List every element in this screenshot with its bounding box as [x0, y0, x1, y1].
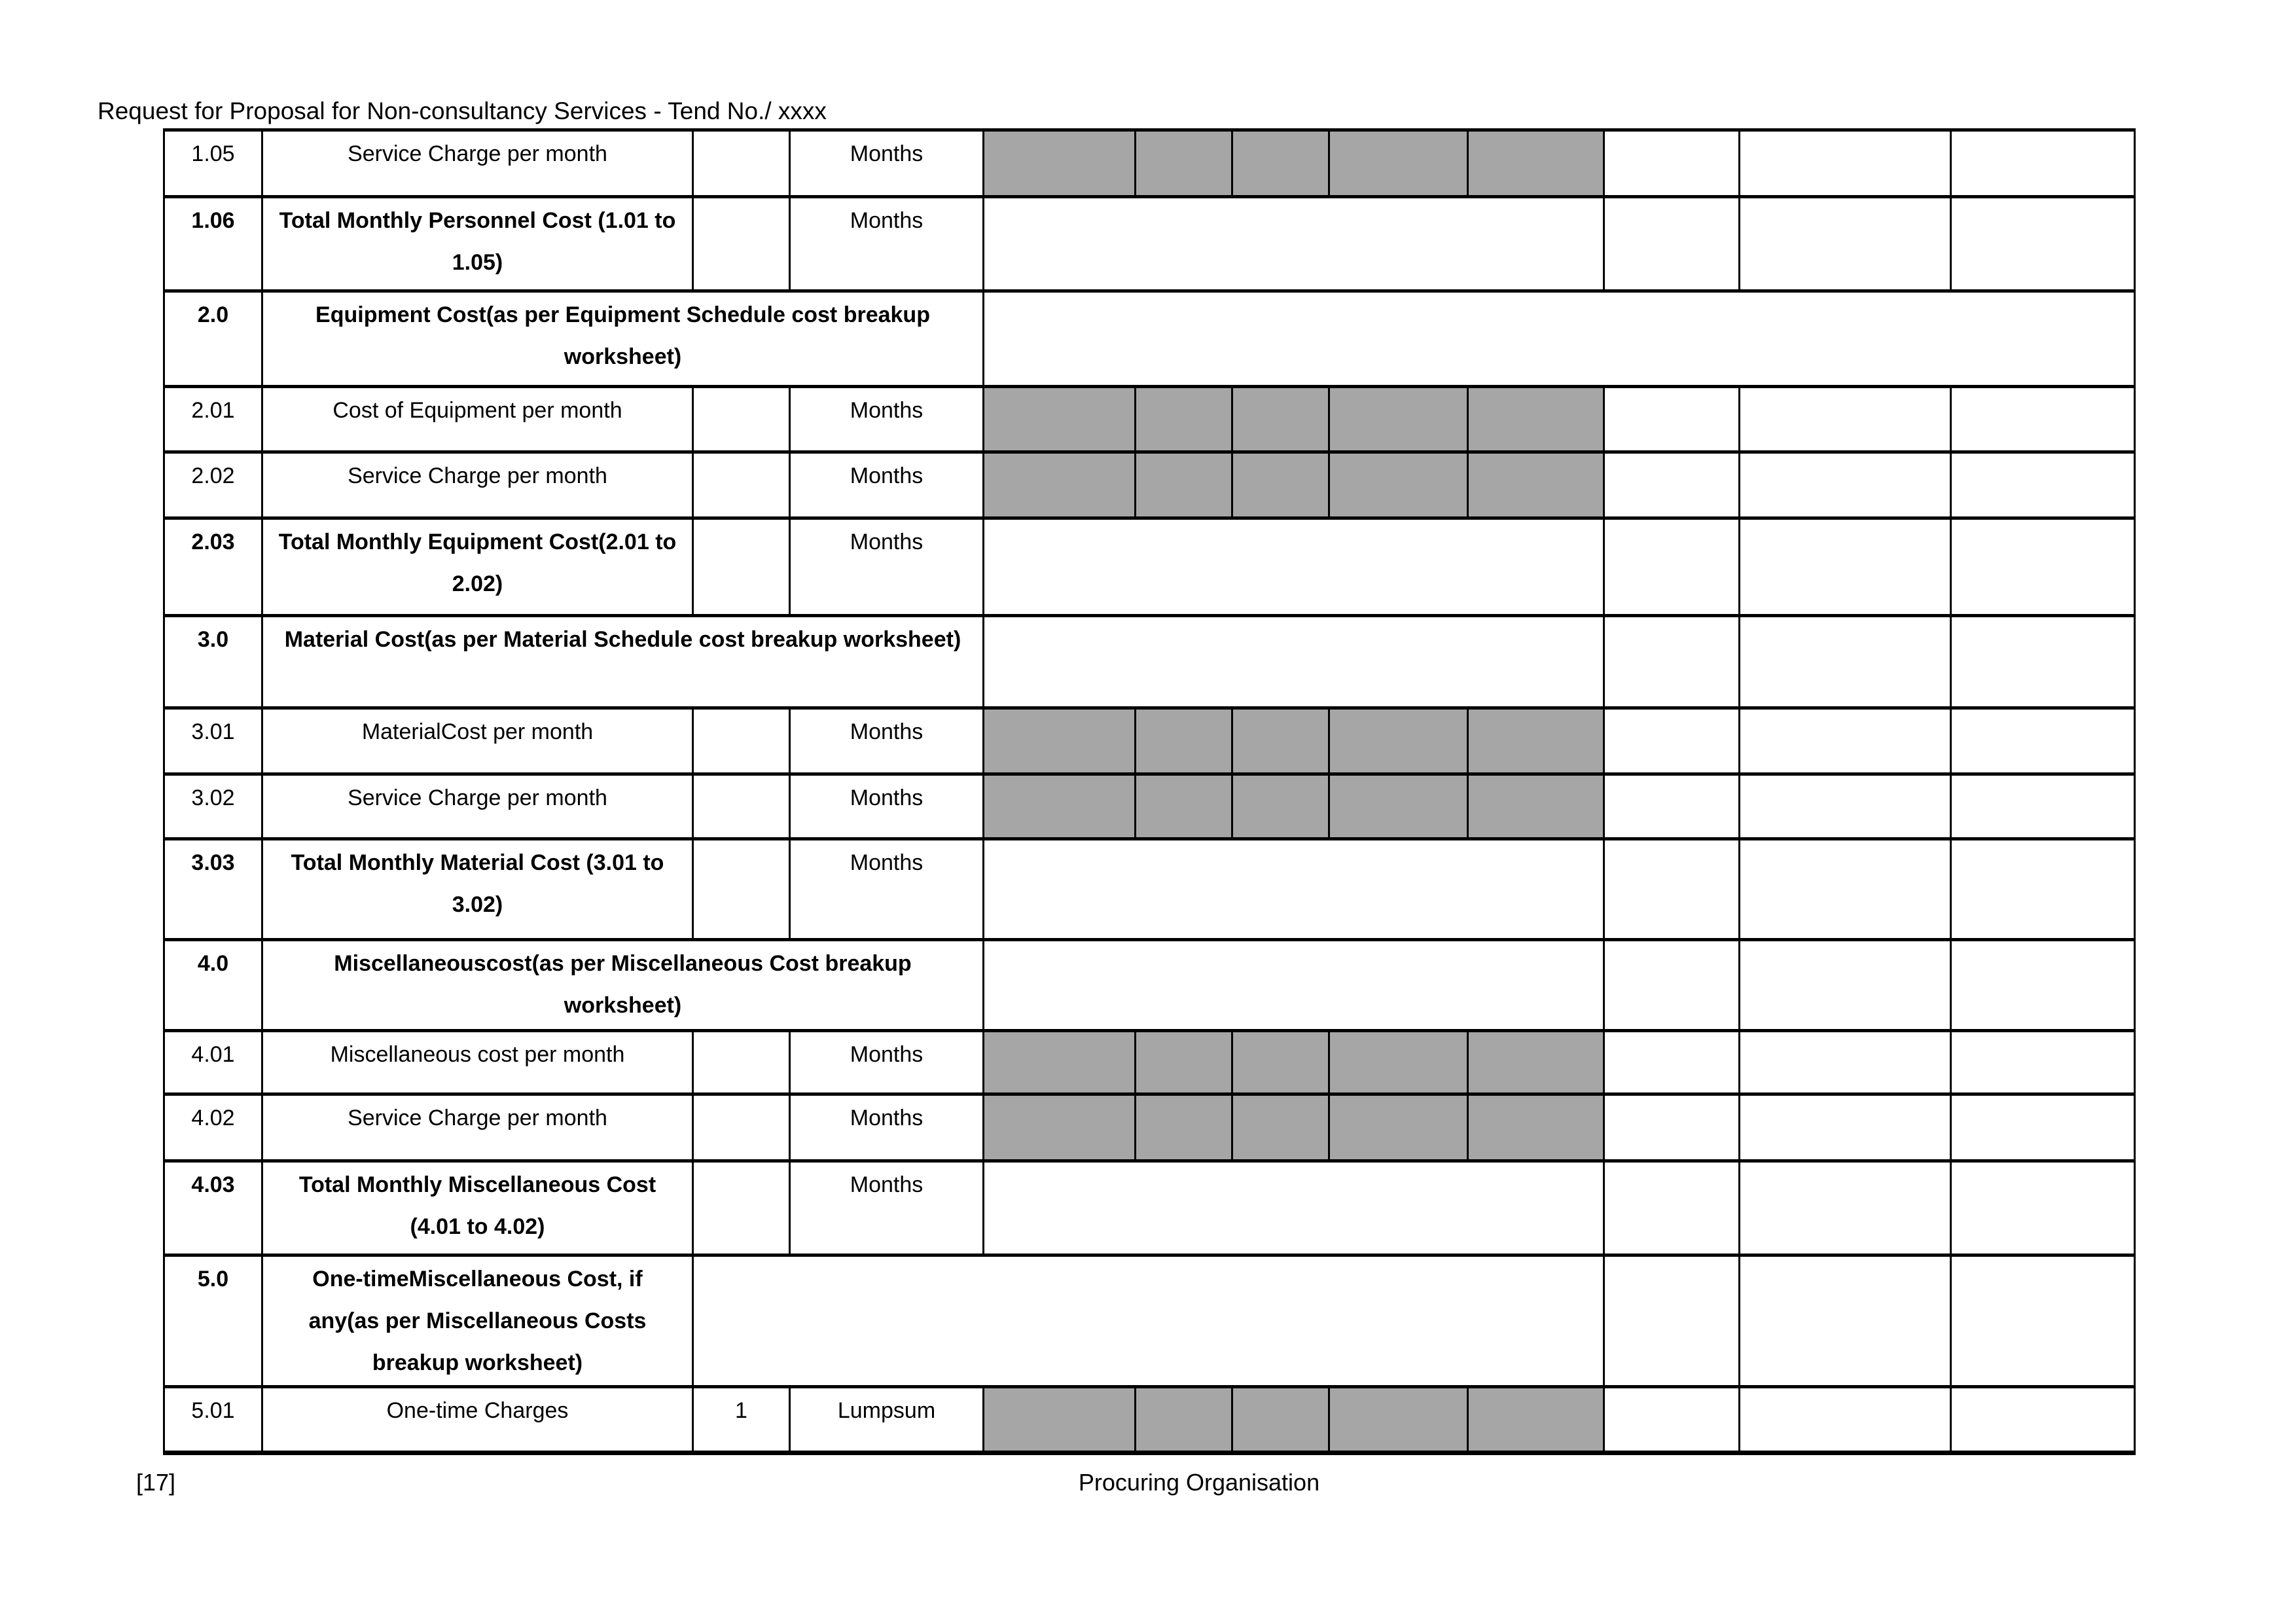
blank-cell — [1951, 387, 2135, 452]
table-row — [164, 130, 2135, 197]
sno-cell: 2.02 — [164, 452, 262, 518]
shaded-cell — [1136, 387, 1232, 452]
shaded-cell — [984, 774, 1136, 839]
description-cell: One-time Charges — [262, 1387, 693, 1453]
shaded-cell — [984, 387, 1136, 452]
shaded-cell — [1232, 1387, 1329, 1453]
blank-cell — [1951, 1387, 2135, 1453]
blank-cell — [1740, 518, 1951, 616]
blank-cell — [1604, 197, 1740, 291]
blank-cell — [1951, 839, 2135, 940]
sno-cell: 5.0 — [164, 1255, 262, 1387]
shaded-cell — [1468, 708, 1604, 774]
table-row-section — [164, 940, 2135, 1031]
sno-cell: 3.0 — [164, 616, 262, 708]
shaded-cell — [1468, 774, 1604, 839]
table-row — [164, 1094, 2135, 1161]
unit-cell: Months — [790, 708, 984, 774]
blank-cell — [1604, 1255, 1740, 1387]
shaded-cell — [1136, 1094, 1232, 1161]
sno-cell: 4.0 — [164, 940, 262, 1031]
blank-cell — [1740, 1161, 1951, 1255]
blank-cell — [1740, 452, 1951, 518]
table-row — [164, 774, 2135, 839]
table-row-total — [164, 1161, 2135, 1255]
shaded-cell — [1136, 708, 1232, 774]
qty-cell — [693, 774, 790, 839]
blank-cell — [1604, 774, 1740, 839]
shaded-cell — [984, 1387, 1136, 1453]
description-cell: Total Monthly Miscellaneous Cost (4.01 to 4.02) — [262, 1161, 693, 1255]
shaded-cell — [984, 708, 1136, 774]
merged-blank-cell — [984, 616, 1604, 708]
blank-cell — [1740, 387, 1951, 452]
blank-cell — [1951, 452, 2135, 518]
blank-cell — [1951, 708, 2135, 774]
document-header-title: Request for Proposal for Non-consultancy Services - Tend No./ xxxx — [98, 98, 827, 124]
cost-schedule-table — [163, 128, 2136, 1455]
blank-cell — [1951, 518, 2135, 616]
blank-cell — [1951, 1094, 2135, 1161]
qty-cell: 1 — [693, 1387, 790, 1453]
blank-cell — [1740, 1031, 1951, 1094]
merged-blank-cell — [984, 197, 1604, 291]
shaded-cell — [1232, 452, 1329, 518]
blank-cell — [1740, 774, 1951, 839]
shaded-cell — [1329, 774, 1468, 839]
shaded-cell — [1232, 1094, 1329, 1161]
blank-cell — [1951, 940, 2135, 1031]
table-row — [164, 708, 2135, 774]
table-row — [164, 1031, 2135, 1094]
qty-cell — [693, 839, 790, 940]
merged-blank-cell — [984, 291, 2135, 387]
shaded-cell — [1329, 708, 1468, 774]
blank-cell — [1951, 616, 2135, 708]
blank-cell — [1604, 1031, 1740, 1094]
blank-cell — [1951, 197, 2135, 291]
unit-cell: Months — [790, 839, 984, 940]
blank-cell — [1604, 387, 1740, 452]
shaded-cell — [1468, 130, 1604, 197]
merged-blank-cell — [984, 839, 1604, 940]
description-cell: Cost of Equipment per month — [262, 387, 693, 452]
shaded-cell — [1468, 452, 1604, 518]
sno-cell: 4.02 — [164, 1094, 262, 1161]
description-cell: Equipment Cost(as per Equipment Schedule cost breakup worksheet) — [262, 291, 984, 387]
shaded-cell — [1232, 130, 1329, 197]
blank-cell — [1604, 1387, 1740, 1453]
blank-cell — [1740, 708, 1951, 774]
table-row-total — [164, 839, 2135, 940]
blank-cell — [1604, 1161, 1740, 1255]
sno-cell: 2.03 — [164, 518, 262, 616]
merged-blank-cell — [984, 1161, 1604, 1255]
blank-cell — [1740, 940, 1951, 1031]
shaded-cell — [1468, 387, 1604, 452]
blank-cell — [1604, 839, 1740, 940]
unit-cell: Months — [790, 518, 984, 616]
shaded-cell — [984, 452, 1136, 518]
sno-cell: 3.02 — [164, 774, 262, 839]
description-cell: Miscellaneouscost(as per Miscellaneous Cost breakup worksheet) — [262, 940, 984, 1031]
unit-cell: Months — [790, 774, 984, 839]
sno-cell: 4.01 — [164, 1031, 262, 1094]
sno-cell: 2.01 — [164, 387, 262, 452]
sno-cell: 3.03 — [164, 839, 262, 940]
shaded-cell — [1329, 1031, 1468, 1094]
unit-cell: Months — [790, 197, 984, 291]
sno-cell: 2.0 — [164, 291, 262, 387]
table-row — [164, 387, 2135, 452]
shaded-cell — [1329, 1387, 1468, 1453]
blank-cell — [1740, 197, 1951, 291]
shaded-cell — [1136, 1387, 1232, 1453]
shaded-cell — [1329, 130, 1468, 197]
description-cell: Total Monthly Material Cost (3.01 to 3.02) — [262, 839, 693, 940]
shaded-cell — [1232, 387, 1329, 452]
blank-cell — [1951, 1255, 2135, 1387]
blank-cell — [1604, 1094, 1740, 1161]
description-cell: Total Monthly Equipment Cost(2.01 to 2.02) — [262, 518, 693, 616]
description-cell: MaterialCost per month — [262, 708, 693, 774]
qty-cell — [693, 130, 790, 197]
shaded-cell — [984, 1094, 1136, 1161]
unit-cell: Months — [790, 1031, 984, 1094]
table-row — [164, 1387, 2135, 1453]
qty-cell — [693, 1094, 790, 1161]
blank-cell — [1604, 616, 1740, 708]
description-cell: Service Charge per month — [262, 1094, 693, 1161]
description-cell: Service Charge per month — [262, 774, 693, 839]
shaded-cell — [1136, 1031, 1232, 1094]
qty-cell — [693, 518, 790, 616]
blank-cell — [1951, 1161, 2135, 1255]
blank-cell — [1604, 708, 1740, 774]
blank-cell — [1740, 130, 1951, 197]
unit-cell: Months — [790, 1094, 984, 1161]
shaded-cell — [1232, 708, 1329, 774]
description-cell: One-timeMiscellaneous Cost, if any(as per Miscellaneous Costs breakup worksheet) — [262, 1255, 693, 1387]
sno-cell: 4.03 — [164, 1161, 262, 1255]
blank-cell — [1740, 1094, 1951, 1161]
shaded-cell — [1329, 387, 1468, 452]
blank-cell — [1604, 452, 1740, 518]
sno-cell: 5.01 — [164, 1387, 262, 1453]
table-row-section — [164, 616, 2135, 708]
qty-cell — [693, 452, 790, 518]
merged-blank-cell — [693, 1255, 1604, 1387]
merged-blank-cell — [984, 518, 1604, 616]
blank-cell — [1951, 1031, 2135, 1094]
qty-cell — [693, 708, 790, 774]
blank-cell — [1604, 940, 1740, 1031]
table-row-total — [164, 197, 2135, 291]
qty-cell — [693, 1161, 790, 1255]
shaded-cell — [1136, 452, 1232, 518]
description-cell: Miscellaneous cost per month — [262, 1031, 693, 1094]
unit-cell: Months — [790, 1161, 984, 1255]
shaded-cell — [1232, 1031, 1329, 1094]
sno-cell: 1.05 — [164, 130, 262, 197]
blank-cell — [1951, 774, 2135, 839]
sno-cell: 3.01 — [164, 708, 262, 774]
shaded-cell — [984, 130, 1136, 197]
unit-cell: Lumpsum — [790, 1387, 984, 1453]
blank-cell — [1740, 1387, 1951, 1453]
blank-cell — [1740, 839, 1951, 940]
blank-cell — [1740, 1255, 1951, 1387]
description-cell: Service Charge per month — [262, 130, 693, 197]
qty-cell — [693, 1031, 790, 1094]
unit-cell: Months — [790, 387, 984, 452]
footer-page-number: [17] — [136, 1469, 176, 1496]
shaded-cell — [1136, 774, 1232, 839]
shaded-cell — [1329, 452, 1468, 518]
shaded-cell — [1468, 1094, 1604, 1161]
qty-cell — [693, 387, 790, 452]
blank-cell — [1740, 616, 1951, 708]
shaded-cell — [984, 1031, 1136, 1094]
footer-organisation-label: Procuring Organisation — [1078, 1469, 1320, 1496]
shaded-cell — [1329, 1094, 1468, 1161]
blank-cell — [1604, 130, 1740, 197]
qty-cell — [693, 197, 790, 291]
description-cell: Service Charge per month — [262, 452, 693, 518]
description-cell: Material Cost(as per Material Schedule cost breakup worksheet) — [262, 616, 984, 708]
table-row-section — [164, 291, 2135, 387]
table-row — [164, 452, 2135, 518]
merged-blank-cell — [984, 940, 1604, 1031]
shaded-cell — [1136, 130, 1232, 197]
blank-cell — [1604, 518, 1740, 616]
sno-cell: 1.06 — [164, 197, 262, 291]
table-row-total — [164, 518, 2135, 616]
shaded-cell — [1468, 1031, 1604, 1094]
blank-cell — [1951, 130, 2135, 197]
table-row-section — [164, 1255, 2135, 1387]
description-cell: Total Monthly Personnel Cost (1.01 to 1.05) — [262, 197, 693, 291]
shaded-cell — [1232, 774, 1329, 839]
unit-cell: Months — [790, 130, 984, 197]
shaded-cell — [1468, 1387, 1604, 1453]
unit-cell: Months — [790, 452, 984, 518]
